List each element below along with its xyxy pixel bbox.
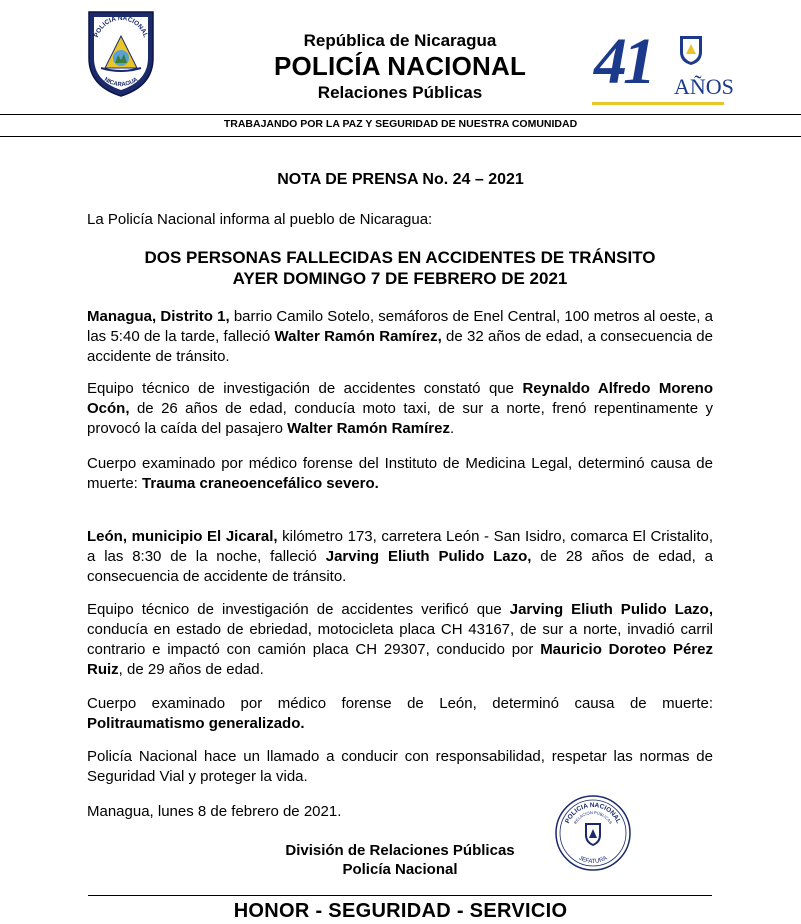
paragraph-7: Policía Nacional hace un llamado a conducir con responsabilidad, respetar las normas de Seguridad Vial y proteger la vida. [87, 748, 713, 785]
p1-text: barrio Camilo Sotelo, semáforos de Enel Central, 100 metros al oeste, a las 5:40 de la tarde, falleció [87, 308, 713, 345]
p2-driver: Reynaldo Alfredo Moreno Ocón, [87, 380, 713, 417]
police-badge-logo [85, 8, 157, 98]
p2-text: Equipo técnico de investigación de accidentes constató que [87, 380, 523, 397]
p2-victim: Walter Ramón Ramírez [287, 420, 450, 437]
footer-rule [88, 895, 712, 896]
small-badge-icon [678, 34, 704, 66]
p5-text-end: , de 29 años de edad. [118, 661, 264, 678]
p5-driver: Jarving Eliuth Pulido Lazo, [509, 601, 713, 618]
department-name: Relaciones Públicas [317, 83, 483, 102]
stamp-top-text: POLICIA NACIONAL [564, 801, 622, 825]
badge-bottom-text: NICARAGUA [102, 76, 140, 89]
header-rule-bottom [0, 136, 801, 137]
date-line: Managua, lunes 8 de febrero de 2021. [87, 803, 342, 820]
intro-text: La Policía Nacional informa al pueblo de Nicaragua: [87, 211, 433, 228]
institution-name: POLICÍA NACIONAL [273, 51, 527, 81]
institution-motto: TRABAJANDO POR LA PAZ Y SEGURIDAD DE NUESTRA COMUNIDAD [223, 118, 578, 130]
p4-location: León, municipio El Jicaral, [87, 528, 278, 545]
p5-text: Equipo técnico de investigación de accidentes verificó que [87, 601, 510, 618]
p2-text-mid: de 26 años de edad, conducía moto taxi, de sur a norte, frenó repentinamente y provocó la caída del pasajero [87, 400, 713, 437]
anniversary-number: 41 [594, 25, 652, 98]
p1-text-end: de 32 años de edad, a consecuencia de accidente de tránsito. [87, 328, 713, 365]
stamp-sub-text: RELACION PUBLICAS [572, 809, 614, 825]
signature-block [200, 841, 600, 879]
headline-line-1: DOS PERSONAS FALLECIDAS EN ACCIDENTES DE TRÁNSITO [144, 248, 656, 267]
paragraph-5 [87, 600, 713, 680]
stamp-bottom-text: JEFATURA [577, 855, 609, 866]
p2-text-end: . [449, 420, 455, 437]
p3-cause: Trauma craneoencefálico severo. [142, 475, 379, 492]
anniversary-logo [592, 25, 734, 106]
anniversary-word: AÑOS [674, 74, 734, 99]
badge-top-text: POLICIA NACIONAL [93, 14, 149, 39]
p5-truck-driver: Mauricio Doroteo Pérez Ruiz [87, 641, 713, 678]
p6-cause: Politraumatismo generalizado. [87, 715, 305, 732]
header-rule-top [0, 114, 801, 115]
headline [87, 247, 713, 289]
press-note-title: NOTA DE PRENSA No. 24 – 2021 [277, 171, 524, 188]
signature-institution: Policía Nacional [342, 861, 458, 878]
p4-text: kilómetro 173, carretera León - San Isidro, comarca El Cristalito, a las 8:30 de la noche, falleció [87, 528, 713, 565]
p6-text: Cuerpo examinado por médico forense de León, determinó causa de muerte: [87, 695, 713, 712]
anniversary-underline [592, 102, 724, 105]
p5-text-mid: conducía en estado de ebriedad, motocicleta placa CH 43167, de sur a norte, invadió carril contrario e impactó con camión placa CH 29307, conducido por [87, 621, 713, 658]
paragraph-1 [87, 307, 713, 367]
p1-location: Managua, Distrito 1, [87, 308, 230, 325]
country-name: República de Nicaragua [303, 31, 497, 50]
p4-text-end: de 28 años de edad, a consecuencia de accidente de tránsito. [87, 548, 713, 585]
footer-motto: HONOR - SEGURIDAD - SERVICIO [233, 900, 568, 922]
paragraph-3 [87, 454, 713, 494]
paragraph-4 [87, 527, 713, 587]
paragraph-2 [87, 379, 713, 439]
headline-line-2: AYER DOMINGO 7 DE FEBRERO DE 2021 [232, 269, 568, 288]
paragraph-6 [87, 694, 713, 734]
p4-victim: Jarving Eliuth Pulido Lazo, [325, 548, 532, 565]
p3-text: Cuerpo examinado por médico forense del Instituto de Medicina Legal, determinó causa de muerte: [87, 455, 713, 492]
signature-division: División de Relaciones Públicas [285, 842, 515, 859]
p1-victim: Walter Ramón Ramírez, [274, 328, 442, 345]
